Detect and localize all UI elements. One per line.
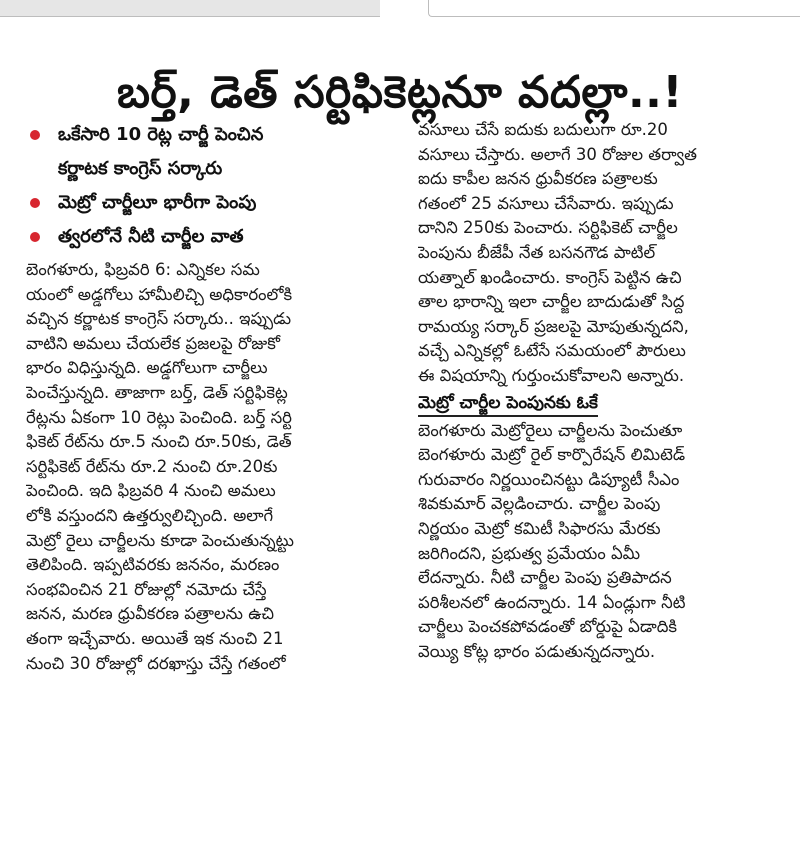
- text-line: పెంచింది. ఇది ఫిబ్రవరి 4 నుంచి అమలు: [26, 481, 276, 501]
- bullet-item-2: [26, 186, 408, 220]
- text-line: సంభవించిన 21 రోజుల్లో నమోదు చేస్తే: [26, 579, 267, 599]
- text-line: పెంచేస్తున్నది. తాజాగా బర్త్, డెత్ సర్టిఫికెట్ల: [26, 382, 288, 402]
- right-paragraph-2: [418, 419, 788, 665]
- text-line: చార్జీలు పెంచకపోవడంతో బోర్డుపై ఏడాదికి: [418, 617, 677, 637]
- section-subheading: మెట్రో చార్జీల పెంపునకు ఓకే: [418, 391, 598, 417]
- right-column: [418, 118, 788, 664]
- text-line: వెయ్యి కోట్ల భారం పడుతున్నదన్నారు.: [418, 641, 656, 661]
- text-line: వసూలు చేసే ఐదుకు బదులుగా రూ.20: [418, 120, 668, 139]
- text-line: శివకుమార్ వెల్లడించారు. చార్జీల పెంపు: [418, 494, 661, 514]
- text-line: సర్టిఫికెట్ రేట్‌ను రూ.2 నుంచి రూ.20కు: [26, 456, 278, 476]
- red-bullet-icon: [30, 198, 40, 208]
- article-headline: బర్త్, డెత్ సర్టిఫికెట్లనూ వదల్లా..!: [117, 67, 683, 119]
- text-line: గతంలో 25 వసూలు చేసేవారు. ఇప్పుడు: [418, 193, 674, 213]
- bullet-item-1: [26, 118, 408, 186]
- text-line: వచ్చే ఎన్నికల్లో ఓటేసే సమయంలో పౌరులు: [418, 341, 686, 361]
- text-line: నుంచి 30 రోజుల్లో దరఖాస్తు చేస్తే గతంలో: [26, 653, 286, 673]
- bullet-item-3: [26, 220, 408, 254]
- text-line: వసూలు చేస్తారు. అలాగే 30 రోజుల తర్వాత: [418, 144, 697, 164]
- text-line: నిర్ణయం మెట్రో కమిటీ సిఫారసు మేరకు: [418, 518, 661, 538]
- bullet-list: [26, 118, 408, 254]
- bullet-line: కర్ణాటక కాంగ్రెస్ సర్కారు: [58, 158, 223, 179]
- text-line: భారం విధిస్తున్నది. అడ్డగోలుగా చార్జీలు: [26, 358, 268, 378]
- top-edge-left-strip: [0, 0, 380, 17]
- text-line: లేదన్నారు. నీటి చార్జీల పెంపు ప్రతిపాదన: [418, 568, 672, 588]
- text-line: ఐదు కాపీల జనన ధ్రువీకరణ పత్రాలకు: [418, 169, 658, 189]
- text-line: దానిని 250కు పెంచారు. సర్టిఫికెట్ చార్జీల: [418, 218, 678, 238]
- top-edge: [0, 0, 800, 22]
- left-paragraph: [26, 258, 408, 676]
- bullet-line: మెట్రో చార్జీలూ భారీగా పెంపు: [58, 192, 257, 213]
- text-line: బెంగళూరు మెట్రో రైల్ కార్పొరేషన్ లిమిటెడ్: [418, 445, 686, 465]
- top-edge-right-frame: [428, 0, 800, 17]
- text-line: తాల భారాన్ని ఇలా చార్జీల బాదుడుతో సిద్ద: [418, 292, 685, 312]
- right-paragraph: [418, 118, 788, 389]
- text-line: పరిశీలనలో ఉందన్నారు. 14 ఏండ్లుగా నీటి: [418, 592, 686, 612]
- text-line: యంలో అడ్డగోలు హామీలిచ్చి అధికారంలోకి: [26, 284, 293, 304]
- red-bullet-icon: [30, 130, 40, 140]
- text-line: జరిగిందని, ప్రభుత్వ ప్రమేయం ఏమీ: [418, 543, 641, 563]
- red-bullet-icon: [30, 232, 40, 242]
- text-line: రామయ్య సర్కార్ ప్రజలపై మోపుతున్నదని,: [418, 316, 689, 336]
- text-line: జనన, మరణ ధ్రువీకరణ పత్రాలను ఉచి: [26, 604, 275, 624]
- text-line: రేట్లను ఏకంగా 10 రెట్లు పెంచింది. బర్త్ సర్టి: [26, 407, 292, 427]
- text-line: పెంపును బీజేపీ నేత బసనగౌడ పాటిల్: [418, 242, 656, 262]
- text-line: వాటిని అమలు చేయలేక ప్రజలపై రోజుకో: [26, 333, 281, 353]
- text-line: గురువారం నిర్ణయించినట్టు డిప్యూటీ సీఎం: [418, 469, 680, 489]
- text-line: బెంగళూరు మెట్రోరైలు చార్జీలను పెంచుతూ: [418, 420, 683, 440]
- text-line: ఫికెట్ రేట్‌ను రూ.5 నుంచి రూ.50కు, డెత్: [26, 432, 292, 452]
- text-line: మెట్రో రైలు చార్జీలను కూడా పెంచుతున్నట్టు: [26, 530, 295, 550]
- text-line: యత్నాల్ ఖండించారు. కాంగ్రెస్ పెట్టిన ఉచి: [418, 267, 682, 287]
- left-column: [26, 118, 408, 676]
- text-line: వచ్చిన కర్ణాటక కాంగ్రెస్ సర్కారు.. ఇప్పుడు: [26, 309, 292, 329]
- bullet-line: ఒకేసారి 10 రెట్ల చార్జీ పెంచిన: [58, 124, 264, 145]
- text-line: తంగా ఇచ్చేవారు. అయితే ఇక నుంచి 21: [26, 628, 284, 648]
- text-line: బెంగళూరు, ఫిబ్రవరి 6: ఎన్నికల సమ: [26, 260, 260, 279]
- bullet-line: త్వరలోనే నీటి చార్జీల వాత: [58, 226, 244, 247]
- text-line: లోకి వస్తుందని ఉత్తర్వులిచ్చింది. అలాగే: [26, 505, 274, 525]
- text-line: తెలిపింది. ఇప్పటివరకు జననం, మరణం: [26, 555, 280, 575]
- text-line: ఈ విషయాన్ని గుర్తుంచుకోవాలని అన్నారు.: [418, 365, 685, 385]
